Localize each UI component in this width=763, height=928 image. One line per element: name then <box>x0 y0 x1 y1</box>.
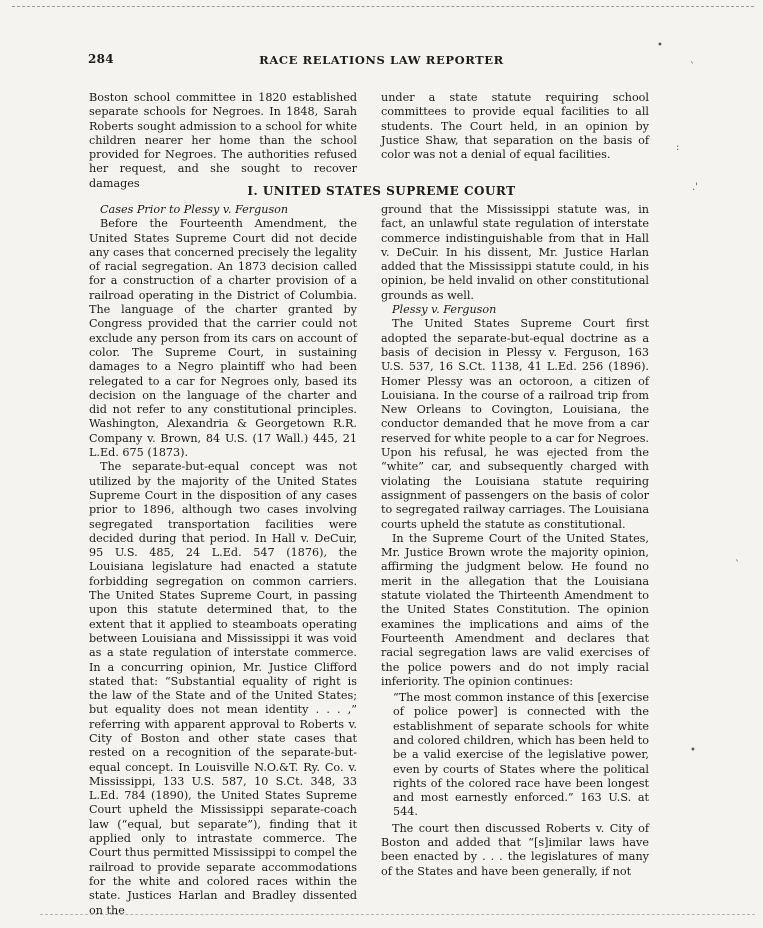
scan-speck: ` <box>690 62 695 73</box>
left-paragraph-1: Before the Fourteenth Amendment, the United States Supreme Court did not decide any cases that concerned precisely the legality of racial segregation. An 1873 decision called for a construction of a charter provision of a railroad operating in the District of Columbia. The language of the charter granted by Congress provided that the carrier could not exclude any person from its cars on account of color. The Supreme Court, in sustaining damages to a Negro plaintiff who had been relegated to a car for Negroes only, based its decision on the language of the charter and did not refer to any constitutional principles. Washington, Alexandria & Georgetown R.R. Company v. Brown, 84 U.S. (17 Wall.) 445, 21 L.Ed. 675 (1873). <box>89 217 357 460</box>
right-paragraph-1: The United States Supreme Court first adopted the separate-but-equal doctrine as a basis of decision in Plessy v. Ferguson, 163 U.S. 537, 16 S.Ct. 1138, 41 L.Ed. 256 (1896). Homer Plessy was an octoroon, a citizen of Louisiana. In the course of a railroad trip from New Orleans to Covington, Louisiana, the conductor demanded that he move from a car reserved for white people to a car for Negroes. Upon his refusal, he was ejected from the “white” car, and subsequently charged with violating the Louisiana statute requiring assignment of passengers on the basis of color to segregated railway carriages. The Louisiana courts upheld the statute as constitutional. <box>381 317 649 531</box>
left-column <box>89 203 357 918</box>
bottom-dashed-rule <box>40 914 755 915</box>
block-quote: “The most common instance of this [exercise of police power] is connected with the establishment of separate schools for white and colored children, which has been held to be a valid exercise of the legislative power, even by courts of States where the political rights of the colored race have been longest and most earnestly enforced.” 163 U.S. at 544. <box>393 691 649 819</box>
right-column <box>381 203 649 879</box>
scan-speck: • <box>690 745 696 756</box>
right-subheading: Plessy v. Ferguson <box>392 303 497 317</box>
running-head: RACE RELATIONS LAW REPORTER <box>259 53 504 67</box>
scan-speck: : <box>676 142 680 153</box>
top-dashed-rule <box>12 6 754 7</box>
left-paragraph-2: The separate-but-equal concept was not utilized by the majority of the United States Supreme Court in the disposition of any cases prior to 1896, although two cases involving segregated transportation facilities were decided during that period. In Hall v. DeCuir, 95 U.S. 485, 24 L.Ed. 547 (1876), the Louisiana legislature had enacted a statute forbidding segregation on common carriers. The United States Supreme Court, in passing upon this statute determined that, to the extent that it applied to steamboats operating between Louisiana and Mississippi it was void as a state regulation of interstate commerce. In a concurring opinion, Mr. Justice Clifford stated that: “Substantial equality of right is the law of the State and of the United States; but equality does not mean identity . . . ,” referring with apparent approval to Roberts v. City of Boston and other state cases that rested on a recognition of the separate-but-equal concept. In Louisville N.O.&T. Ry. Co. v. Mississippi, 133 U.S. 587, 10 S.Ct. 348, 33 L.Ed. 784 (1890), the United States Supreme Court upheld the Mississippi separate-coach law (“equal, but separate”), finding that it applied only to intrastate commerce. The Court thus permitted Mississippi to compel the railroad to provide separate accommodations for the white and colored races within the state. Justices Harlan and Bradley dissented on the <box>89 460 357 917</box>
right-paragraph-0: ground that the Mississippi statute was, in fact, an unlawful state regulation of interstate commerce indistinguishable from that in Hall v. DeCuir. In his dissent, Mr. Justice Harlan added that the Mississippi statute could, in his opinion, be held invalid on other constitutional grounds as well. <box>381 203 649 302</box>
intro-left-paragraph: Boston school committee in 1820 established separate schools for Negroes. In 1848, Sarah Roberts sought admission to a school for white children nearer her home than the school provided for Negroes. The authorities refused her request, and she sought to recover damages <box>89 91 357 190</box>
page-number: 284 <box>88 52 114 66</box>
right-paragraph-3: The court then discussed Roberts v. City of Boston and added that “[s]imilar laws have been enacted by . . . the legislatures of many of the States and have been generally, if not <box>381 821 649 878</box>
intro-left-column <box>89 91 357 191</box>
right-paragraph-2: In the Supreme Court of the United States, Mr. Justice Brown wrote the majority opinion, affirming the judgment below. He found no merit in the allegation that the Louisiana statute violated the Thirteenth Amendment to the United States Constitution. The opinion examines the implications and aims of the Fourteenth Amendment and declares that racial segregation laws are valid exercises of the police powers and do not imply racial inferiority. The opinion continues: <box>381 531 649 688</box>
scan-speck: • <box>657 40 663 51</box>
scan-speck: ` <box>735 560 740 571</box>
section-heading: I. UNITED STATES SUPREME COURT <box>247 184 516 198</box>
intro-right-column <box>381 91 649 162</box>
scan-speck: .' <box>692 182 698 193</box>
intro-right-paragraph: under a state statute requiring school committees to provide equal facilities to all students. The Court held, in an opinion by Justice Shaw, that separation on the basis of color was not a denial of equal facilities. <box>381 91 649 162</box>
left-subheading: Cases Prior to Plessy v. Ferguson <box>100 203 289 216</box>
